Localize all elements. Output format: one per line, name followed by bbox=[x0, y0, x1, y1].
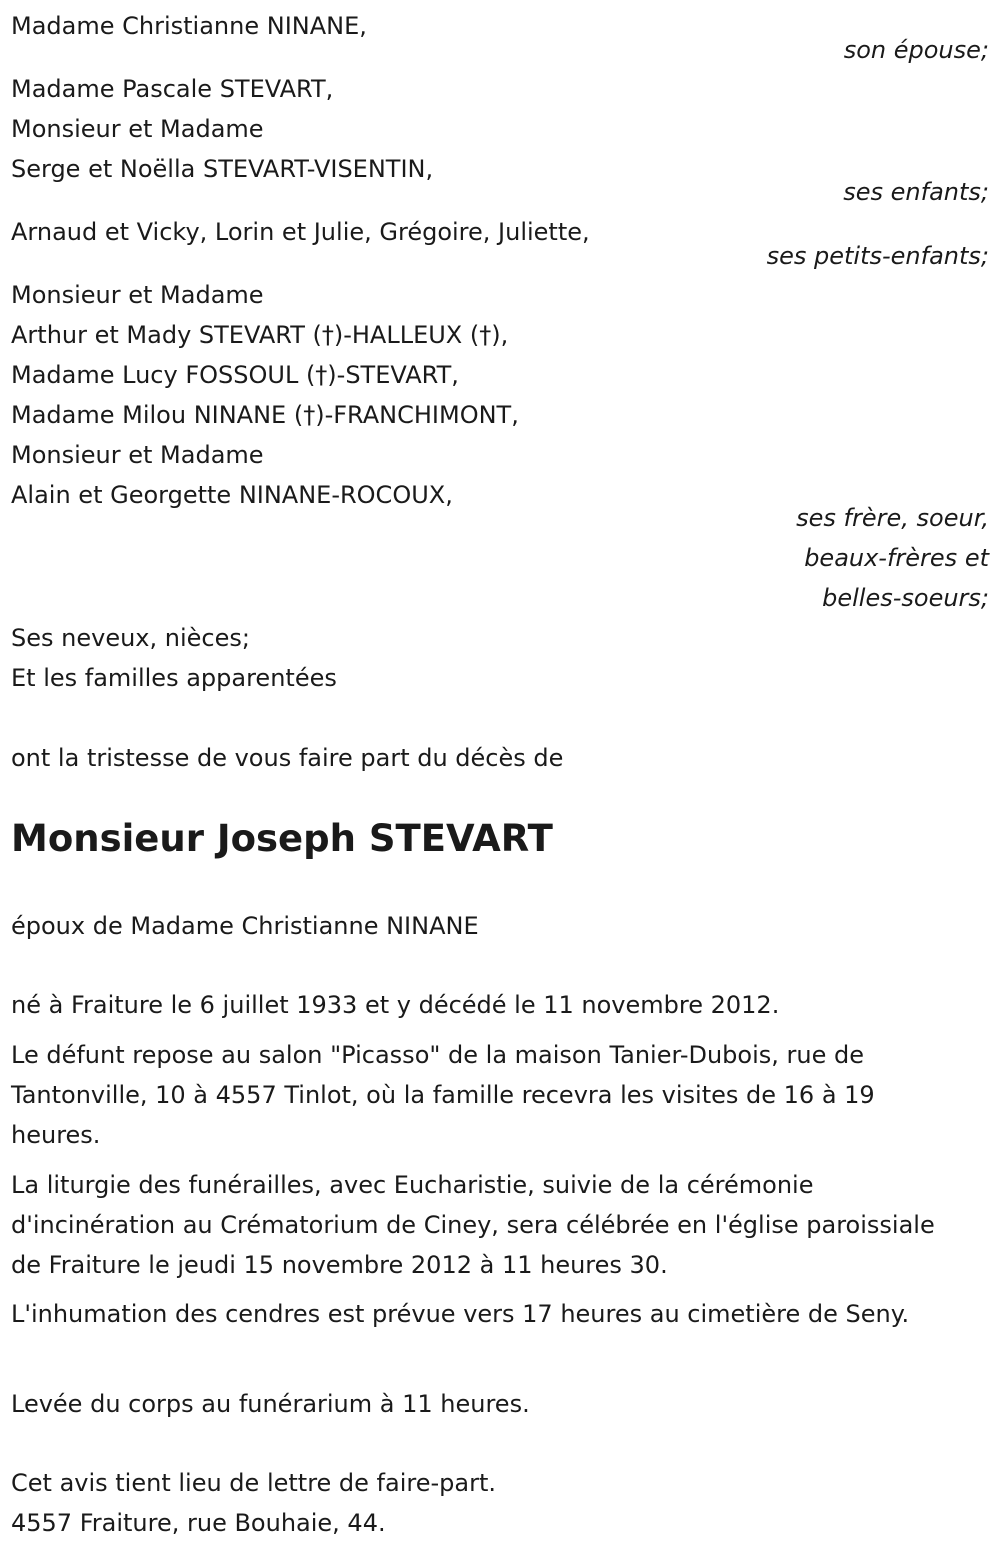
spouse-line: Madame Christianne NINANE, bbox=[11, 12, 367, 40]
address: 4557 Fraiture, rue Bouhaie, 44. bbox=[11, 1509, 386, 1537]
others-line: Et les familles apparentées bbox=[11, 664, 337, 692]
siblings-line: Madame Lucy FOSSOUL (†)-STEVART, bbox=[11, 361, 459, 389]
siblings-line: Monsieur et Madame bbox=[11, 441, 264, 469]
siblings-line: Monsieur et Madame bbox=[11, 281, 264, 309]
visitation-info: Le défunt repose au salon "Picasso" de la maison Tanier-Dubois, rue de Tantonville, 10 à 4557 Tinlot, où la famille recevra les visites de 16 à 19 heures. bbox=[11, 1041, 875, 1149]
burial-info: L'inhumation des cendres est prévue vers 17 heures au cimetière de Seny. bbox=[11, 1300, 910, 1328]
siblings-line: Madame Milou NINANE (†)-FRANCHIMONT, bbox=[11, 401, 519, 429]
children-role: ses enfants; bbox=[843, 178, 989, 206]
removal-info: Levée du corps au funérarium à 11 heures. bbox=[11, 1390, 530, 1418]
siblings-line: Arthur et Mady STEVART (†)-HALLEUX (†), bbox=[11, 321, 509, 349]
announcement: ont la tristesse de vous faire part du décès de bbox=[11, 744, 564, 772]
deceased-name: Monsieur Joseph STEVART bbox=[11, 817, 553, 860]
siblings-line: Alain et Georgette NINANE-ROCOUX, bbox=[11, 481, 453, 509]
siblings-role: ses frère, soeur, bbox=[796, 504, 989, 532]
siblings-role: beaux-frères et bbox=[804, 544, 989, 572]
children-line: Monsieur et Madame bbox=[11, 115, 264, 143]
spouse-role: son épouse; bbox=[843, 36, 989, 64]
children-line: Madame Pascale STEVART, bbox=[11, 75, 334, 103]
spouse-of: époux de Madame Christianne NINANE bbox=[11, 912, 479, 940]
grandchildren-role: ses petits-enfants; bbox=[766, 242, 989, 270]
closing-note: Cet avis tient lieu de lettre de faire-part. bbox=[11, 1469, 496, 1497]
siblings-role: belles-soeurs; bbox=[822, 584, 989, 612]
others-line: Ses neveux, nièces; bbox=[11, 624, 250, 652]
liturgy-info: La liturgie des funérailles, avec Eucharistie, suivie de la cérémonie d'incinération au Crématorium de Ciney, sera célébrée en l'église paroissiale de Fraiture le jeudi 15 novembre 2012 à 11 heures 30. bbox=[11, 1171, 935, 1279]
birth-death: né à Fraiture le 6 juillet 1933 et y décédé le 11 novembre 2012. bbox=[11, 991, 780, 1019]
children-line: Serge et Noëlla STEVART-VISENTIN, bbox=[11, 155, 434, 183]
grandchildren-line: Arnaud et Vicky, Lorin et Julie, Grégoire, Juliette, bbox=[11, 218, 590, 246]
